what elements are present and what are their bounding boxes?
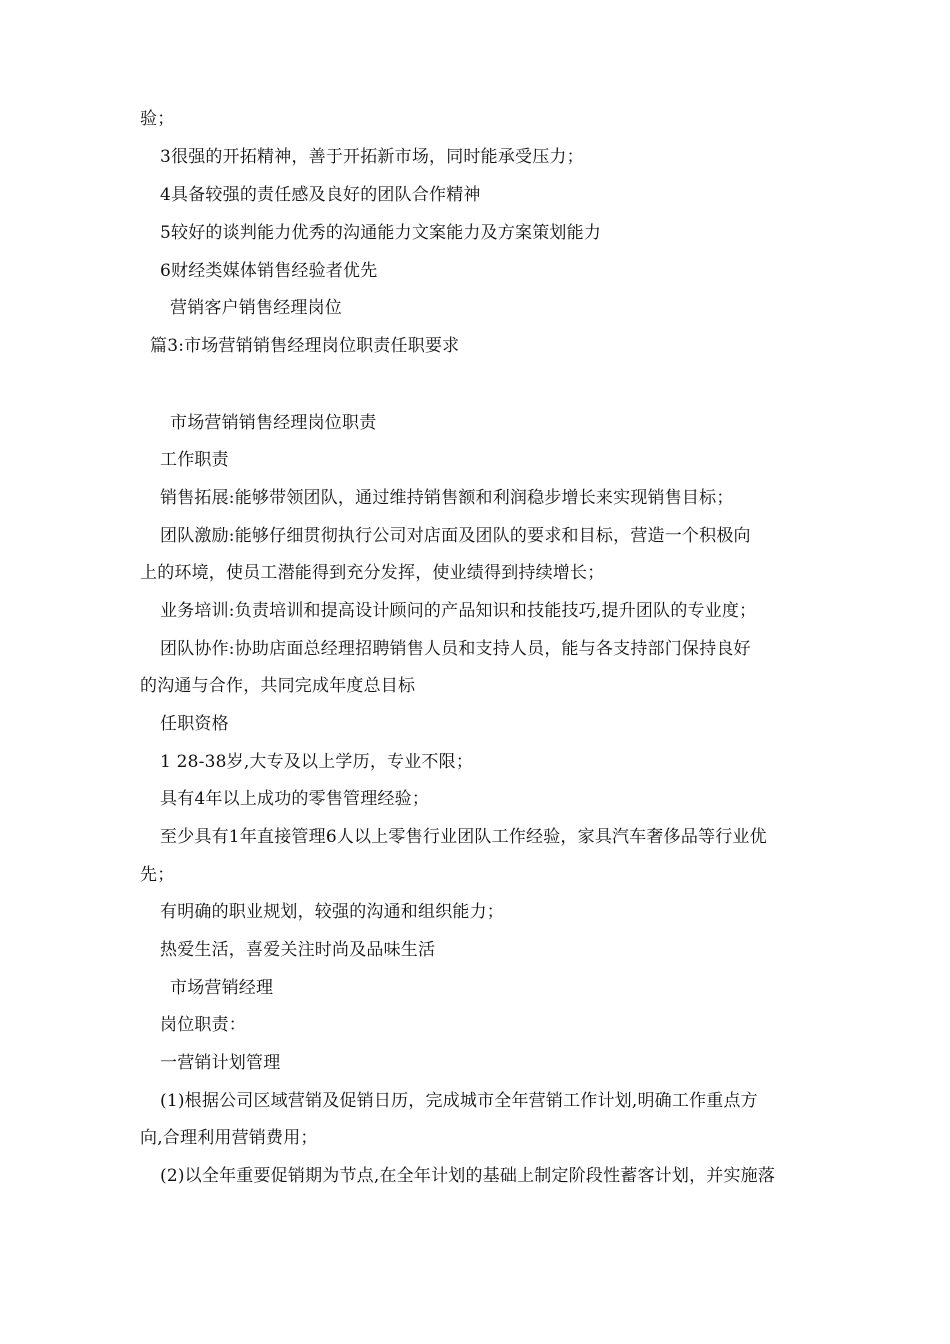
text-line: 具有4年以上成功的零售管理经验； bbox=[160, 789, 430, 809]
text-line: 业务培训:负责培训和提高设计顾问的产品知识和技能技巧,提升团队的专业度； bbox=[160, 601, 757, 621]
text-line: 有明确的职业规划，较强的沟通和组织能力； bbox=[160, 902, 504, 922]
text-line: 6财经类媒体销售经验者优先 bbox=[160, 261, 378, 281]
subsection-heading: 一营销计划管理 bbox=[160, 1053, 281, 1073]
text-line: 先； bbox=[140, 865, 175, 885]
subsection-heading: 任职资格 bbox=[160, 714, 229, 734]
subsection-heading: 工作职责 bbox=[160, 450, 229, 470]
section-heading: 市场营销经理 bbox=[170, 978, 274, 998]
text-line: 上的环境，使员工潜能得到充分发挥，使业绩得到持续增长； bbox=[140, 563, 605, 583]
text-line: 向,合理利用营销费用； bbox=[140, 1128, 318, 1148]
text-line: 团队协作:协助店面总经理招聘销售人员和支持人员，能与各支持部门保持良好 bbox=[160, 639, 751, 659]
text-line: 销售拓展:能够带领团队，通过维持销售额和利润稳步增长来实现销售目标； bbox=[160, 488, 734, 508]
text-line: (1)根据公司区域营销及促销日历，完成城市全年营销工作计划,明确工作重点方 bbox=[160, 1091, 758, 1111]
text-line: 的沟通与合作，共同完成年度总目标 bbox=[140, 676, 416, 696]
text-line: (2)以全年重要促销期为节点,在全年计划的基础上制定阶段性蓄客计划，并实施落 bbox=[160, 1166, 776, 1186]
text-line: 4具备较强的责任感及良好的团队合作精神 bbox=[160, 185, 481, 205]
text-line: 至少具有1年直接管理6人以上零售行业团队工作经验，家具汽车奢侈品等行业优 bbox=[160, 827, 767, 847]
text-line: 热爱生活，喜爱关注时尚及品味生活 bbox=[160, 940, 436, 960]
text-line: 1 28-38岁,大专及以上学历，专业不限； bbox=[160, 752, 474, 772]
text-line: 验； bbox=[140, 109, 175, 129]
text-line: 5较好的谈判能力优秀的沟通能力文案能力及方案策划能力 bbox=[160, 223, 602, 243]
section-heading: 市场营销销售经理岗位职责 bbox=[170, 413, 377, 433]
chapter-heading: 篇3:市场营销销售经理岗位职责任职要求 bbox=[150, 336, 460, 356]
section-heading: 营销客户销售经理岗位 bbox=[170, 298, 342, 318]
text-line: 团队激励:能够仔细贯彻执行公司对店面及团队的要求和目标，营造一个积极向 bbox=[160, 526, 751, 546]
subsection-heading: 岗位职责： bbox=[160, 1015, 246, 1035]
text-line: 3很强的开拓精神，善于开拓新市场，同时能承受压力； bbox=[160, 147, 584, 167]
